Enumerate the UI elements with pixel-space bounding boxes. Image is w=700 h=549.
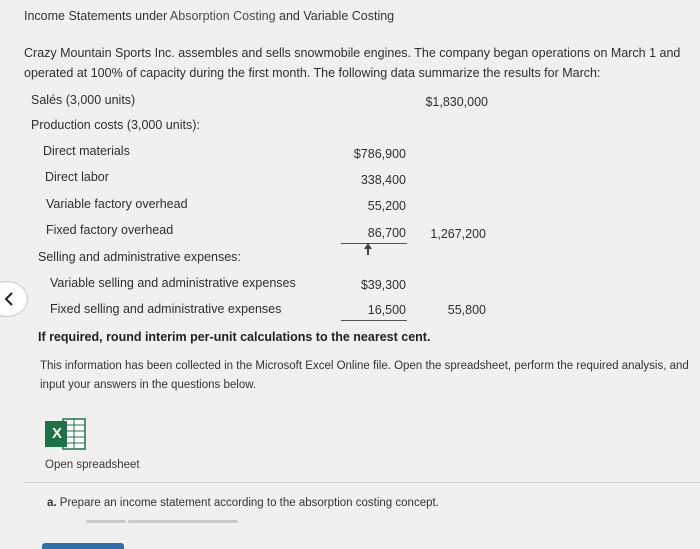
open-spreadsheet-link[interactable]: Open spreadsheet [45,459,140,471]
chevron-left-icon [3,291,15,307]
selling-total: 55,800 [447,303,486,317]
direct-labor-value: 338,400 [360,173,406,187]
variable-selling-value: $39,300 [360,278,406,292]
sales-label: Salés (3,000 units) [31,93,136,107]
excel-badge-letter: X [52,425,63,442]
intro-paragraph: Crazy Mountain Sports Inc. assembles and sells snowmobile engines. The company began operations on March 1 and operated at 100% of capacity during the first month. The following data summarize the results for March: [24,46,681,80]
selling-heading: Selling and administrative expenses: [38,250,241,264]
fixed-selling-label: Fixed selling and administrative expenses [50,302,282,316]
excel-icon [43,416,87,452]
fixed-selling-value: 16,500 [367,303,406,317]
sales-value: $1,830,000 [425,95,488,109]
answer-area-fragment [128,520,238,523]
fixed-overhead-label: Fixed factory overhead [46,223,174,237]
section-divider [24,482,700,483]
answer-area-fragment [86,520,126,523]
direct-labor-label: Direct labor [45,170,109,184]
production-total: 1,267,200 [430,227,486,241]
fixed-overhead-value: 86,700 [367,226,406,240]
mouse-cursor-icon [363,242,373,256]
bottom-action-button[interactable] [42,543,124,549]
direct-materials-value: $786,900 [353,147,406,161]
direct-materials-label: Direct materials [43,144,130,158]
production-underline [341,243,407,244]
variable-overhead-label: Variable factory overhead [46,197,188,211]
previous-button[interactable] [0,281,28,317]
production-heading: Production costs (3,000 units): [31,118,200,132]
selling-underline [341,320,407,321]
rounding-note: If required, round interim per-unit calculations to the nearest cent. [38,330,431,344]
variable-overhead-value: 55,200 [367,199,406,213]
variable-selling-label: Variable selling and administrative expenses [50,276,296,290]
question-a: a. Prepare an income statement according to the absorption costing concept. [47,497,439,509]
page-title: Income Statements under Absorption Costing and Variable Costing [24,9,395,23]
info-paragraph: This information has been collected in the Microsoft Excel Online file. Open the spreadsheet, perform the required analysis, and input your answers in the questions below. [40,360,689,391]
excel-spreadsheet-button[interactable] [43,416,87,452]
